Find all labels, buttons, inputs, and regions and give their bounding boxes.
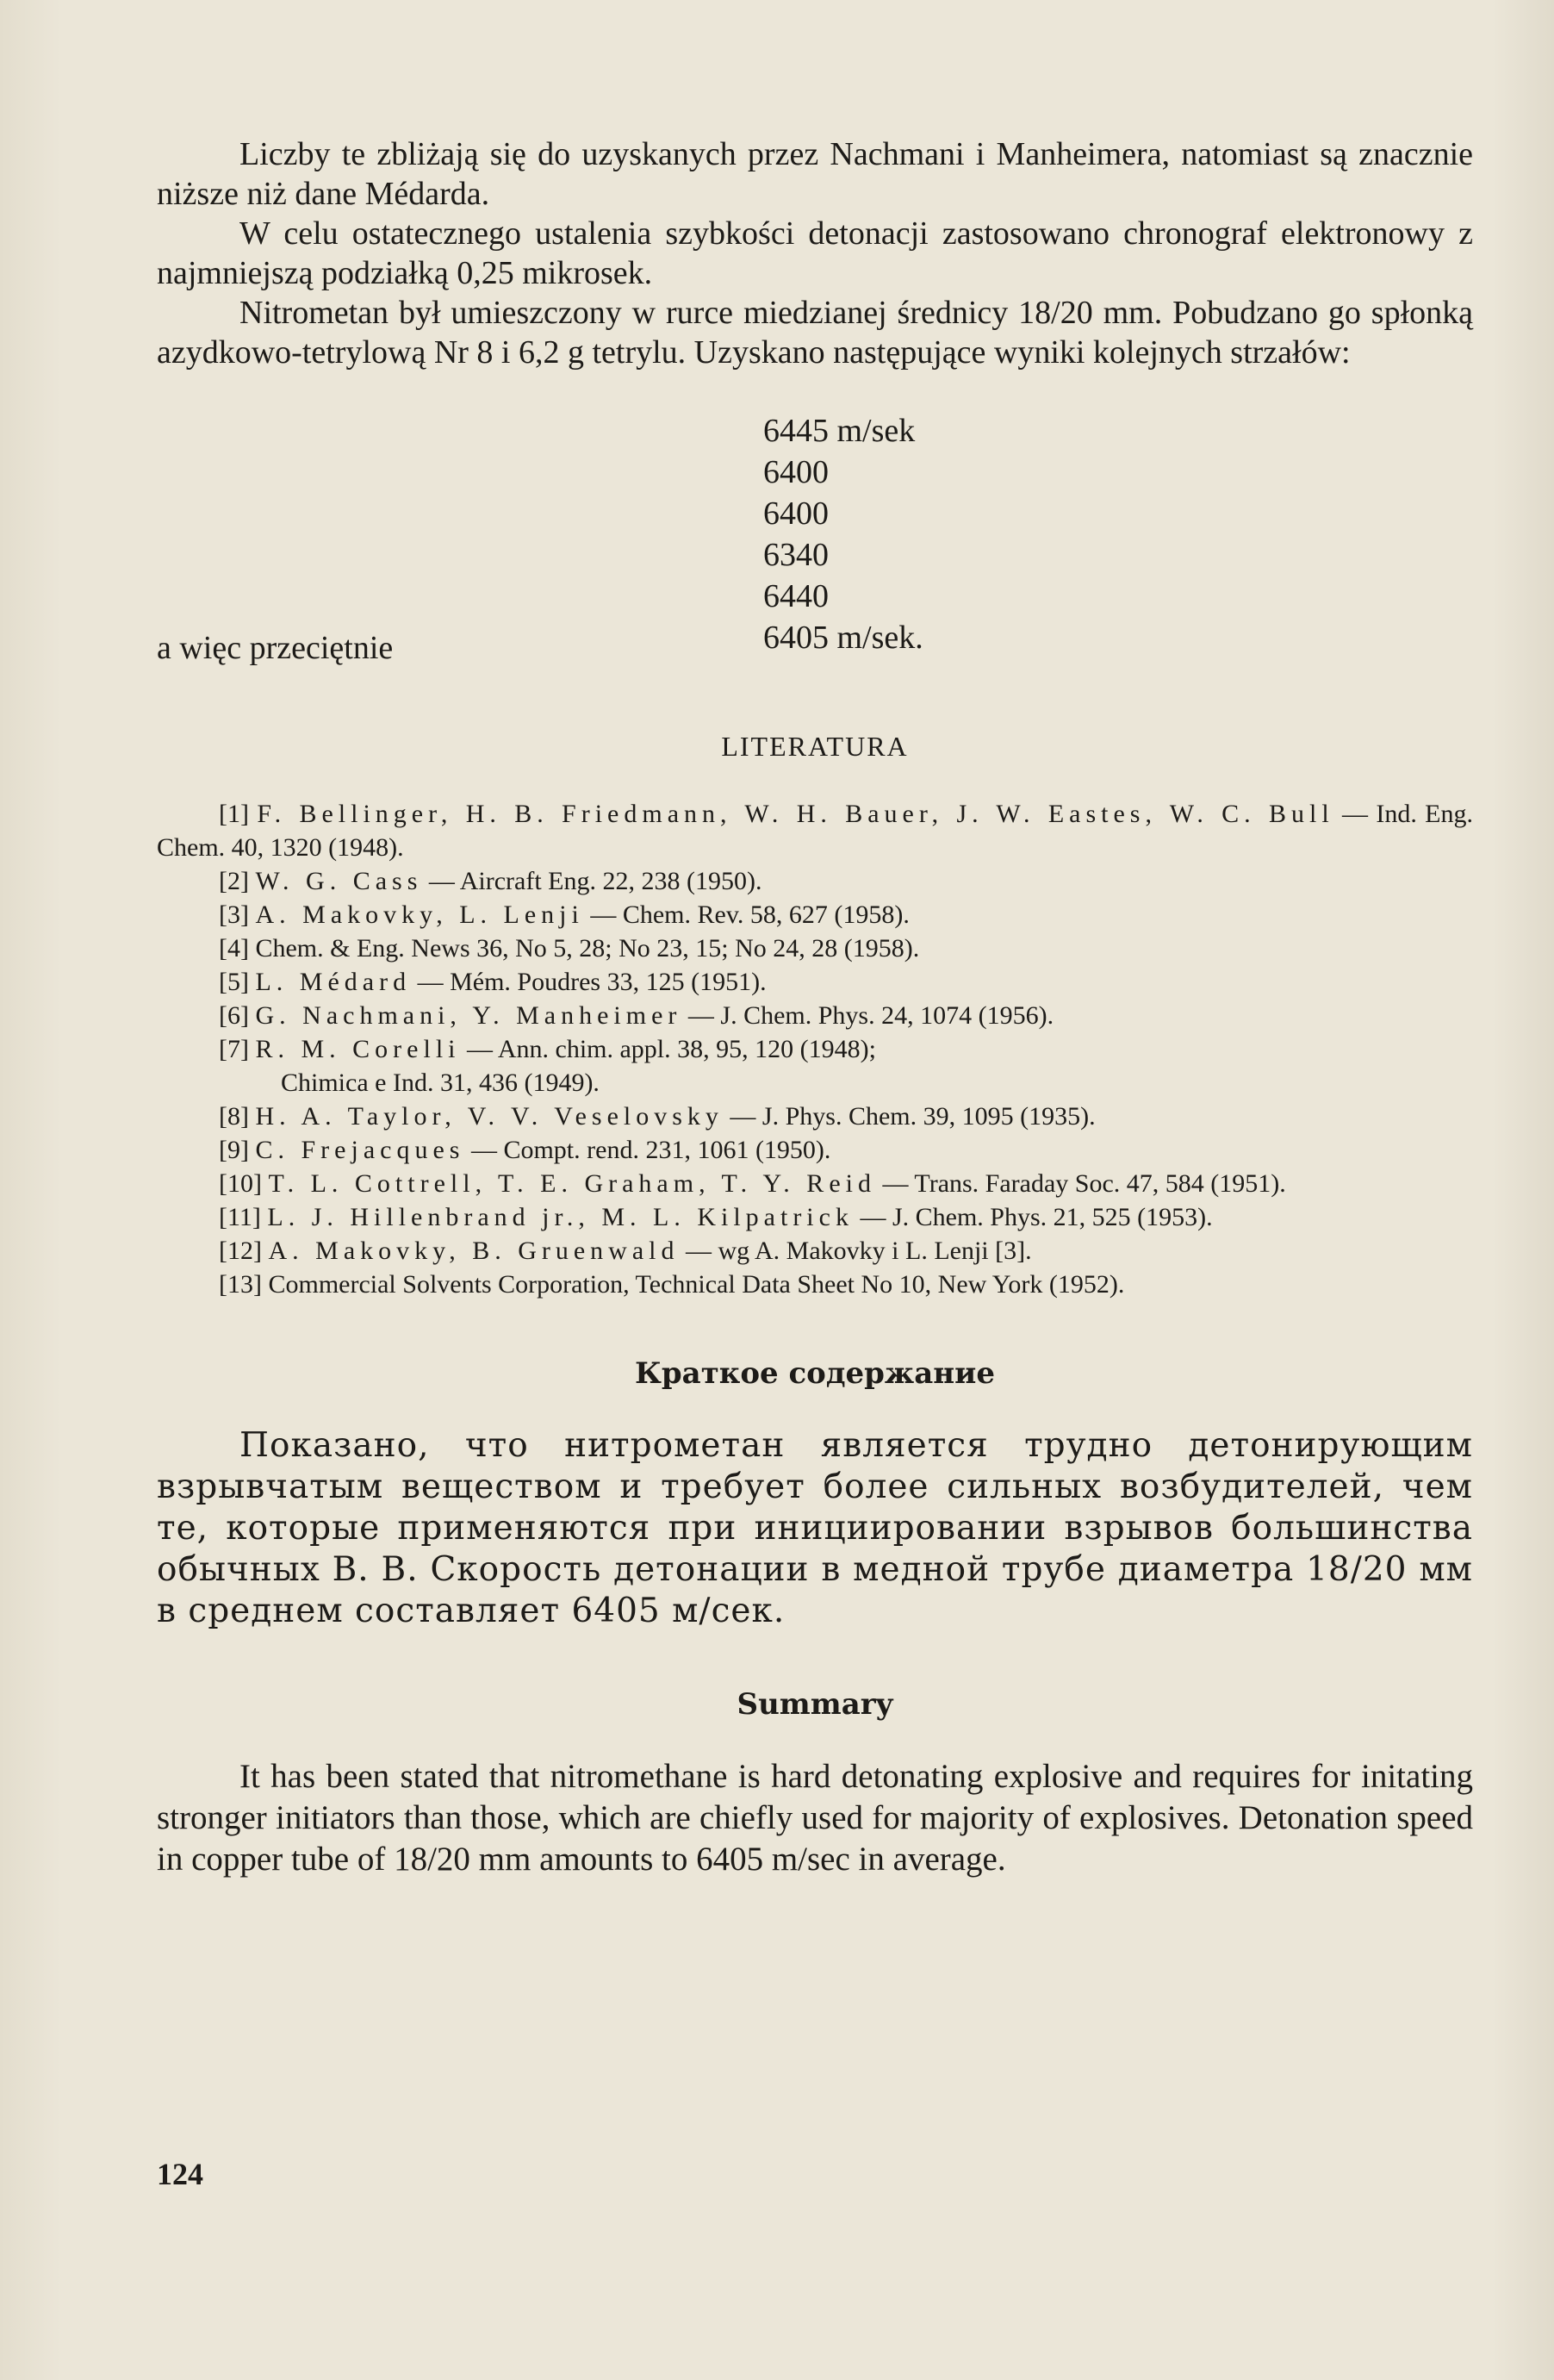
reference-item: [1] F. Bellinger, H. B. Friedmann, W. H. Bauer, J. W. Eastes, W. C. Bull — Ind. Eng. Chem. 40, 1320 (1948).: [157, 800, 1474, 862]
reference-item: [10] T. L. Cottrell, T. E. Graham, T. Y. Reid — Trans. Faraday Soc. 47, 584 (1951).: [219, 1169, 1286, 1198]
page-content: [157, 134, 1473, 1880]
shot-value: 6400: [763, 495, 829, 532]
russian-summary-heading: Краткое содержание: [634, 1356, 996, 1391]
shot-value: 6400: [763, 454, 829, 490]
page-number: 124: [157, 2157, 203, 2191]
reference-item: [5] L. Médard — Mém. Poudres 33, 125 (1951).: [219, 968, 767, 996]
reference-item: [6] G. Nachmani, Y. Manheimer — J. Chem. Phys. 24, 1074 (1956).: [219, 1001, 1054, 1030]
paragraph-2: W celu ostatecznego ustalenia szybkości detonacji zastosowano chronograf elektronowy z najmniejszą podziałką 0,25 mikrosek.: [157, 215, 1473, 291]
reference-item: [12] A. Makovky, B. Gruenwald — wg A. Makovky i L. Lenji [3].: [219, 1237, 1032, 1265]
reference-item: [9] C. Frejacques — Compt. rend. 231, 1061 (1950).: [219, 1136, 831, 1164]
shot-value: 6340: [763, 537, 829, 573]
average-value: 6405 m/sek.: [763, 620, 923, 656]
reference-item: [11] L. J. Hillenbrand jr., M. L. Kilpatrick — J. Chem. Phys. 21, 525 (1953).: [219, 1203, 1213, 1231]
shot-value: 6445 m/sek: [763, 413, 916, 449]
paragraph-1: Liczby te zbliżają się do uzyskanych przez Nachmani i Manheimera, natomiast są znacznie niższe niż dane Médarda.: [157, 136, 1473, 212]
shot-values: [763, 410, 923, 658]
reference-item: [8] H. A. Taylor, V. V. Veselovsky — J. Phys. Chem. 39, 1095 (1935).: [219, 1102, 1096, 1131]
paragraph-3: Nitrometan był umieszczony w rurce miedzianej średnicy 18/20 mm. Pobudzano go spłonką azydkowo-tetrylową Nr 8 i 6,2 g tetrylu. Uzyskano następujące wyniki kolejnych strzałów:: [157, 295, 1473, 371]
reference-item: [2] W. G. Cass — Aircraft Eng. 22, 238 (1950).: [219, 867, 762, 895]
literature-heading: LITERATURA: [721, 731, 909, 762]
english-summary-text: It has been stated that nitromethane is hard detonating explosive and requires for initating stronger initiators than those, which are chiefly used for majority of explosives. Detonation speed in copper tube of 18/20 mm amounts to 6405 m/sec in average.: [157, 1758, 1473, 1878]
reference-item: [7] R. M. Corelli — Ann. chim. appl. 38, 95, 120 (1948); Chimica e Ind. 31, 436 (1949).: [219, 1035, 876, 1097]
average-label: a więc przeciętnie: [157, 630, 394, 666]
shot-value: 6440: [763, 578, 829, 614]
reference-item: [3] A. Makovky, L. Lenji — Chem. Rev. 58, 627 (1958).: [219, 900, 910, 929]
russian-summary-text: Показано, что нитрометан является трудно детонирующим взрывчатым веществом и требует более сильных возбудителей, чем те, которые применяются при инициировании взрывов большинства обычных В. В. Скорость детонации в медной трубе диаметра 18/20 мм в среднем составляет 6405 м/сек.: [157, 1426, 1473, 1630]
english-summary-heading: Summary: [737, 1687, 893, 1722]
reference-item: [13] Commercial Solvents Corporation, Technical Data Sheet No 10, New York (1952).: [219, 1270, 1125, 1299]
reference-list: [157, 797, 1473, 1301]
shot-results: [157, 410, 1473, 669]
reference-item: [4] Chem. & Eng. News 36, No 5, 28; No 23, 15; No 24, 28 (1958).: [219, 934, 920, 963]
